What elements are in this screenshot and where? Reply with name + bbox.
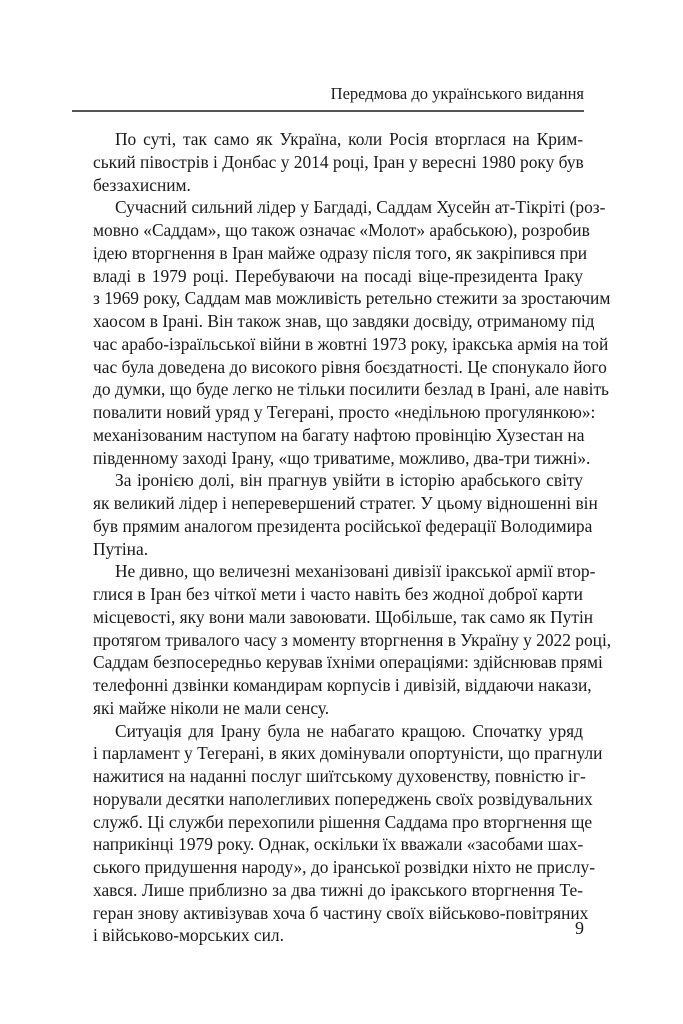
paragraph [93,128,583,196]
paragraph [93,196,611,469]
text-line: ідею вторгнення в Іран майже одразу після того, як закріпився при [93,242,588,263]
text-line: владі в 1979 році. Перебуваючи на посаді віце-президента Іраку [93,265,583,286]
text-line: і парламент у Тегерані, в яких домінували опортуністи, що прагнули [93,743,603,764]
text-line: ський півострів і Донбас у 2014 році, Іран у вересні 1980 року був [93,151,584,172]
text-line: ського придушення народу», до іранської розвідки ніхто не прислу- [93,857,596,877]
text-line: час була доведена до високого рівня боєздатності. Це спонукало його [93,356,607,377]
text-line: час арабо-ізраїльської війни в жовтні 1973 року, іракська армія на той [93,333,609,354]
text-line: Путіна. [93,538,149,559]
text-line: Ситуація для Ірану була не набагато кращою. Спочатку уряд [115,720,583,741]
text-line: По суті, так само як Україна, коли Росія вторглася на Крим- [115,129,583,149]
text-line: глися в Іран без чіткої мети і часто навіть без жодної доброї карти [93,584,583,604]
page-number: 9 [575,918,584,938]
paragraph [93,560,612,719]
header-rule [72,110,584,112]
text-line: місцевості, яку вони мали завоювати. Щобільше, так само як Путін [93,606,594,627]
text-line: Саддам безпосередньо керував їхніми операціями: здійснював прямі [93,652,603,673]
text-line: наприкінці 1979 року. Однак, оскільки їх вважали «засобами шах- [93,834,584,855]
text-line: Не дивно, що величезні механізовані дивізії іракської армії втор- [115,561,596,582]
text-line: був прямим аналогом президента російської федерації Володимира [93,515,593,536]
paragraph [93,469,598,560]
text-line: геран знову активізував хоча б частину своїх військово-повітряних [93,902,589,923]
text-line: Сучасний сильний лідер у Багдаді, Саддам Хусейн ат-Тікріті (роз- [115,197,606,218]
text-line: За іронією долі, він прагнув увійти в історію арабського світу [115,470,583,491]
text-line: і військово-морських сил. [93,925,284,946]
text-line: нажитися на наданні послуг шиїтському духовенству, повністю іг- [93,766,586,786]
text-line: як великий лідер і неперевершений стратег. У цьому відношенні він [93,493,598,513]
paragraph [93,720,603,948]
text-line: південному заході Ірану, «що триватиме, можливо, два-три тижні». [93,447,591,468]
text-line: хався. Лише приблизно за два тижні до іракського вторгнення Те- [93,879,583,900]
running-head: Передмова до українського видання [330,84,584,103]
text-line: до думки, що буде легко не тільки посилити безлад в Ірані, але навіть [93,379,609,400]
text-line: протягом тривалого часу з моменту вторгнення в Україну у 2022 році, [93,629,612,650]
text-line: мовно «Саддам», що також означає «Молот» арабською), розробив [93,220,590,240]
text-line: хаосом в Ірані. Він також знав, що завдяки досвіду, отриманому під [93,311,595,331]
text-line: норували десятки наполегливих попереджень своїх розвідувальних [93,788,593,809]
text-line: служб. Ці служби перехопили рішення Саддама про вторгнення ще [93,811,593,832]
text-line: беззахисним. [93,174,191,195]
text-line: які майже ніколи не мали сенсу. [93,697,330,718]
text-line: механізованим наступом на багату нафтою провінцію Хузестан на [93,424,585,445]
text-line: повалити новий уряд у Тегерані, просто «недільною прогулянкою»: [93,402,596,422]
text-line: телефонні дзвінки командирам корпусів і дивізій, віддаючи накази, [93,675,592,695]
body-text [93,128,612,947]
text-line: з 1969 року, Саддам мав можливість ретельно стежити за зростаючим [93,288,611,309]
